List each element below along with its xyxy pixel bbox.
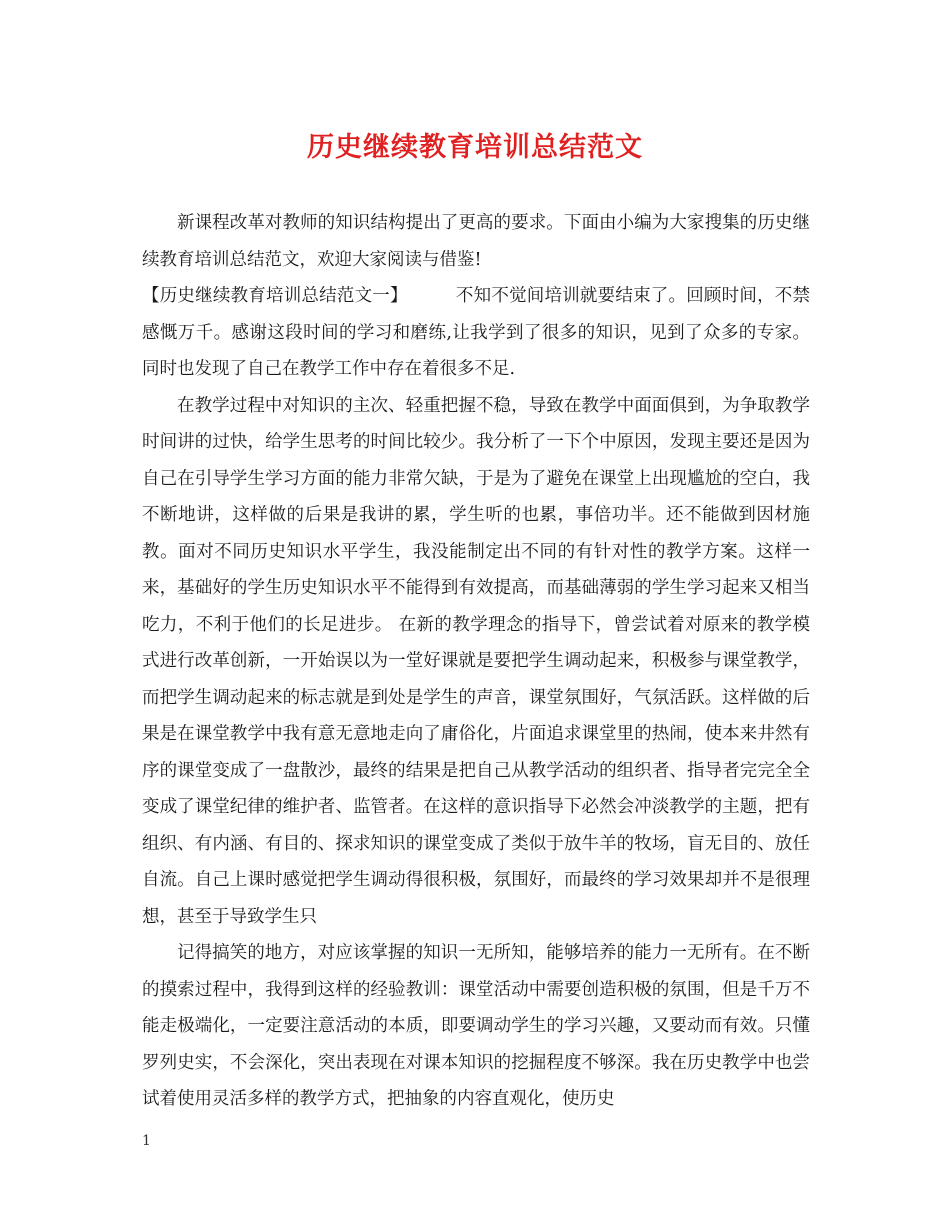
document-body <box>142 205 810 1118</box>
body-paragraph-2: 在教学过程中对知识的主次、轻重把握不稳，导致在教学中面面俱到，为争取教学时间讲的过快，给学生思考的时间比较少。我分析了一下个中原因，发现主要还是因为自己在引导学生学习方面的能力非常欠缺，于是为了避免在课堂上出现尴尬的空白，我不断地讲，这样做的后果是我讲的累，学生听的也累，事倍功半。还不能做到因材施教。面对不同历史知识水平学生，我没能制定出不同的有针对性的教学方案。这样一来，基础好的学生历史知识水平不能得到有效提高，而基础薄弱的学生学习起来又相当吃力，不利于他们的长足进步。 在新的教学理念的指导下，曾尝试着对原来的教学模式进行改革创新，一开始误以为一堂好课就是要把学生调动起来，积极参与课堂教学，而把学生调动起来的标志就是到处是学生的声音，课堂氛围好，气氛活跃。这样做的后果是在课堂教学中我有意无意地走向了庸俗化，片面追求课堂里的热闹，使本来井然有序的课堂变成了一盘散沙，最终的结果是把自己从教学活动的组织者、指导者完完全全变成了课堂纪律的维护者、监管者。在这样的意识指导下必然会冲淡教学的主题，把有组织、有内涵、有目的、探求知识的课堂变成了类似于放牛羊的牧场，盲无目的、放任自流。自己上课时感觉把学生调动得很积极，氛围好，而最终的学习效果却并不是很理想，甚至于导致学生只 <box>142 395 810 927</box>
section-heading: 【历史继续教育培训总结范文一】 <box>142 286 408 306</box>
intro-paragraph: 新课程改革对教师的知识结构提出了更高的要求。下面由小编为大家搜集的历史继续教育培训总结范文，欢迎大家阅读与借鉴! <box>142 213 810 270</box>
section-paragraph <box>142 278 810 388</box>
body-paragraph-3: 记得搞笑的地方，对应该掌握的知识一无所知，能够培养的能力一无所有。在不断的摸索过程中，我得到这样的经验教训：课堂活动中需要创造积极的氛围，但是千万不能走极端化，一定要注意活动的本质，即要调动学生的学习兴趣，又要动而有效。只懂罗列史实，不会深化，突出表现在对课本知识的挖掘程度不够深。我在历史教学中也尝试着使用灵活多样的教学方式，把抽象的内容直观化，使历史 <box>142 943 810 1109</box>
section-opening-text: 不知不觉间培训就要结束了。回顾时间，不禁感慨万千。感谢这段时间的学习和磨练,让我学到了很多的知识，见到了众多的专家。同时也发现了自己在教学工作中存在着很多不足. <box>142 286 811 379</box>
document-title: 历史继续教育培训总结范文 <box>307 132 643 163</box>
page-number: 1 <box>142 1133 151 1149</box>
